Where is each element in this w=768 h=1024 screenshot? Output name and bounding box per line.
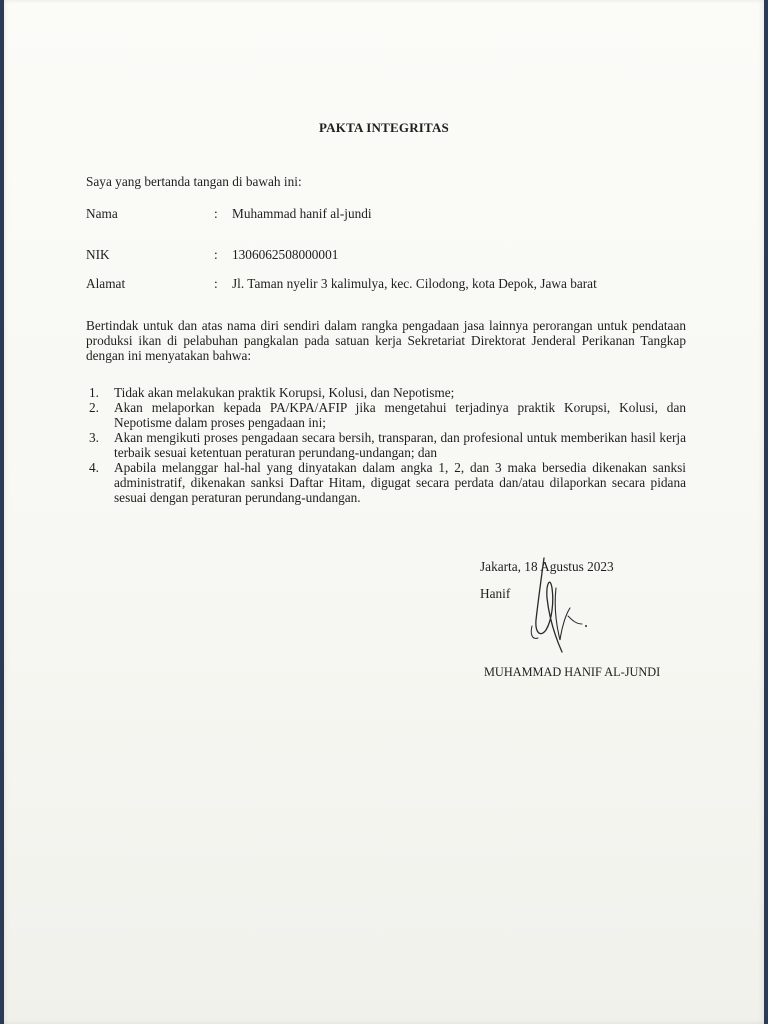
place-date: Jakarta, 18 Agustus 2023 — [480, 559, 614, 574]
list-item-number: 2. — [89, 400, 99, 415]
list-item-text: Akan mengikuti proses pengadaan secara bersih, transparan, dan profesional untuk memberikan hasil kerja terbaik sesuai ketentuan peraturan perundang-undangan; dan — [114, 430, 686, 460]
list-item-text: Tidak akan melakukan praktik Korupsi, Kolusi, dan Nepotisme; — [114, 385, 455, 400]
field-value-nik: 1306062508000001 — [232, 247, 339, 262]
list-item-text: Apabila melanggar hal-hal yang dinyatakan dalam angka 1, 2, dan 3 maka bersedia dikenakan sanksi administratif, dikenakan sanksi Daftar Hitam, digugat secara perdata dan/atau dilaporkan secara pidana sesuai dengan peraturan perundang-undangan. — [114, 460, 686, 505]
list-item-number: 1. — [89, 385, 99, 400]
field-colon: : — [214, 276, 218, 291]
field-row-nik — [86, 247, 706, 265]
declaration-paragraph: Bertindak untuk dan atas nama diri sendiri dalam rangka pengadaan jasa lainnya perorangan untuk pendataan produksi ikan di pelabuhan pangkalan pada satuan kerja Sekretariat Direktorat Jenderal Perikanan Tangkap dengan ini menyatakan bahwa: — [86, 318, 686, 363]
field-label-nama: Nama — [86, 206, 118, 221]
field-value-alamat: Jl. Taman nyelir 3 kalimulya, kec. Cilodong, kota Depok, Jawa barat — [232, 276, 597, 291]
list-item-number: 4. — [89, 460, 99, 475]
field-label-nik: NIK — [86, 247, 110, 262]
list-item — [86, 460, 686, 505]
list-item — [86, 430, 686, 460]
list-item — [86, 385, 686, 400]
field-row-nama — [86, 206, 706, 224]
field-value-nama: Muhammad hanif al-jundi — [232, 206, 372, 221]
statement-list — [86, 385, 686, 505]
field-label-alamat: Alamat — [86, 276, 126, 291]
document-page — [4, 0, 764, 1024]
field-row-alamat — [86, 276, 706, 294]
list-item-number: 3. — [89, 430, 99, 445]
document-title: PAKTA INTEGRITAS — [319, 120, 449, 135]
signer-short-name: Hanif — [480, 586, 511, 601]
signature-block — [480, 559, 710, 699]
list-item — [86, 400, 686, 430]
intro-text: Saya yang bertanda tangan di bawah ini: — [86, 174, 302, 189]
signer-full-name: MUHAMMAD HANIF AL-JUNDI — [484, 665, 661, 679]
list-item-text: Akan melaporkan kepada PA/KPA/AFIP jika mengetahui terjadinya praktik Korupsi, Kolusi, dan Nepotisme dalam proses pengadaan ini; — [114, 400, 686, 430]
field-colon: : — [214, 247, 218, 262]
field-colon: : — [214, 206, 218, 221]
